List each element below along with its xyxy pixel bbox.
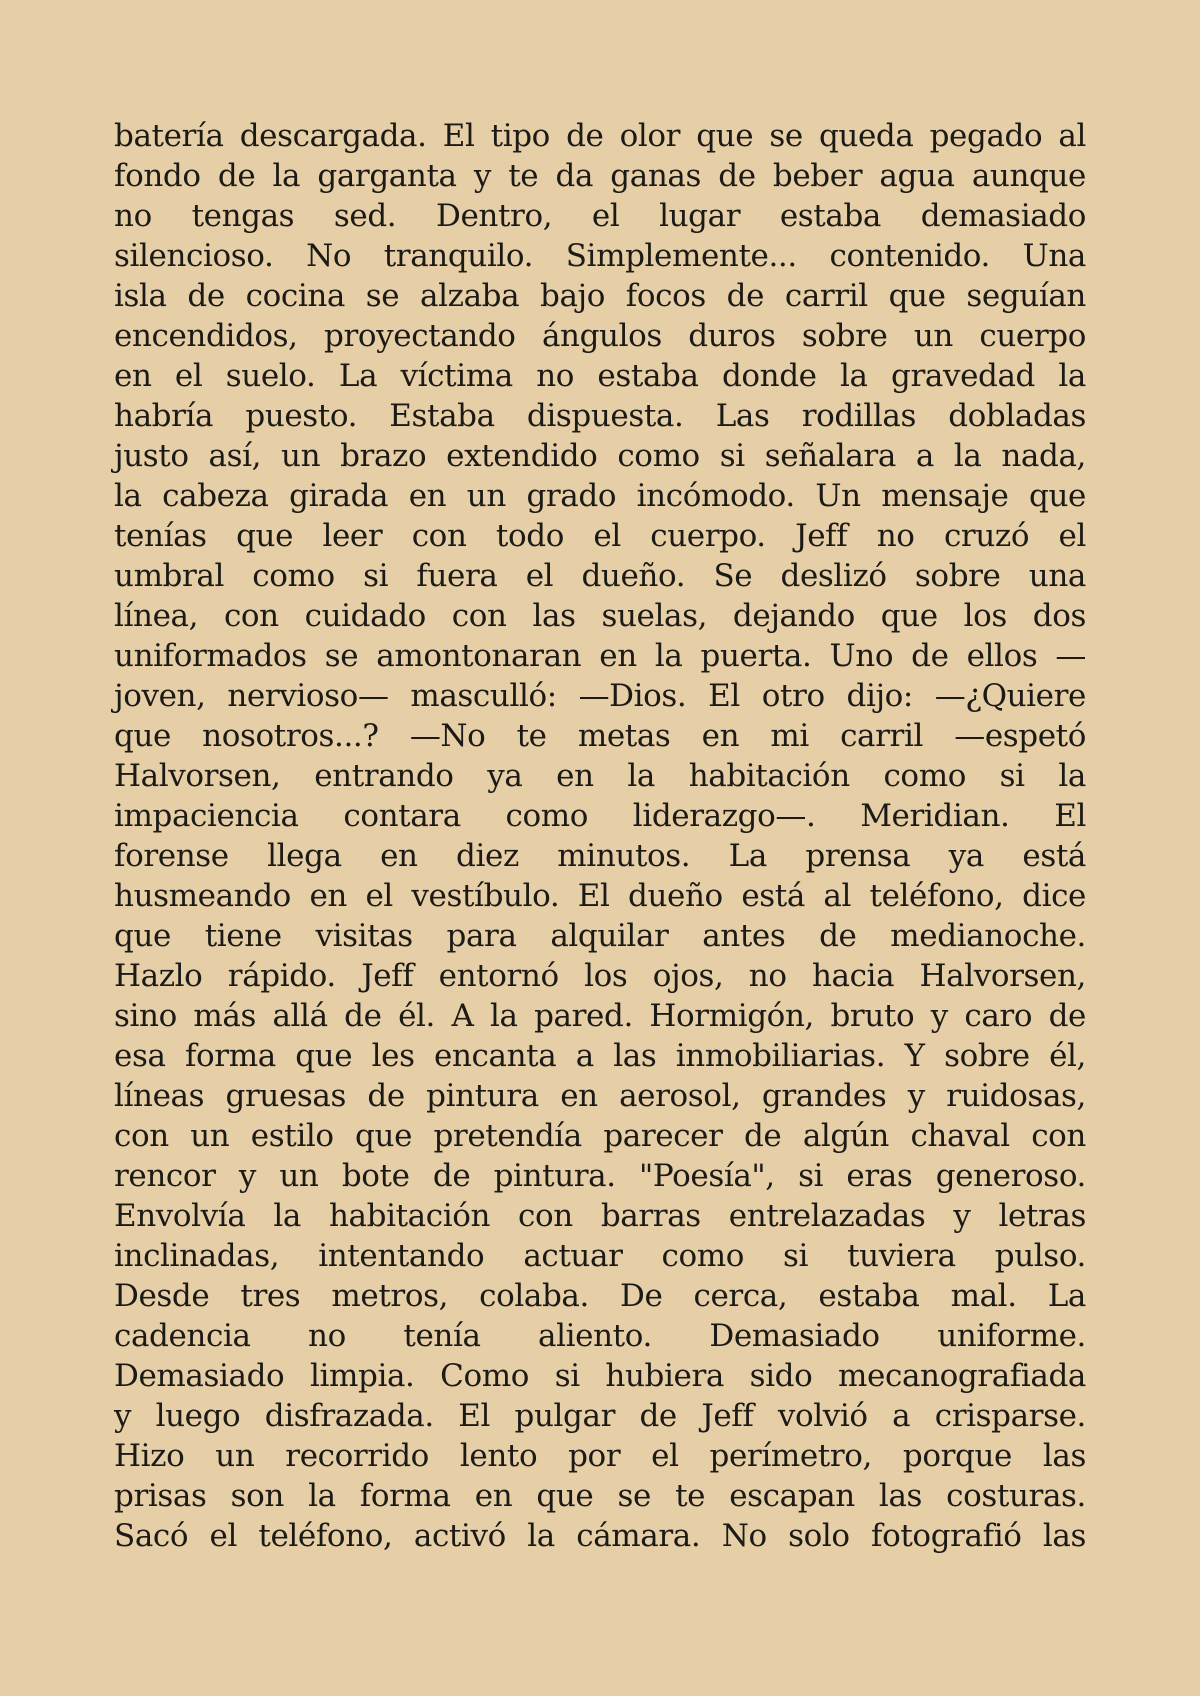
text-line: impaciencia contara como liderazgo—. Meridian. El xyxy=(114,798,1086,834)
text-line: Hazlo rápido. Jeff entornó los ojos, no hacia Halvorsen, xyxy=(114,958,1086,994)
text-line: Envolvía la habitación con barras entrelazadas y letras xyxy=(114,1198,1086,1234)
text-line: y luego disfrazada. El pulgar de Jeff volvió a crisparse. xyxy=(114,1398,1086,1434)
text-line: que tiene visitas para alquilar antes de medianoche. xyxy=(114,918,1086,954)
text-line: umbral como si fuera el dueño. Se deslizó sobre una xyxy=(114,558,1086,594)
text-line: que nosotros...? —No te metas en mi carril —espetó xyxy=(114,718,1086,754)
text-line: fondo de la garganta y te da ganas de beber agua aunque xyxy=(114,158,1086,194)
text-line: la cabeza girada en un grado incómodo. Un mensaje que xyxy=(114,478,1086,514)
text-line: con un estilo que pretendía parecer de algún chaval con xyxy=(114,1118,1086,1154)
text-line: Halvorsen, entrando ya en la habitación como si la xyxy=(114,758,1086,794)
text-line: no tengas sed. Dentro, el lugar estaba demasiado xyxy=(114,198,1086,234)
text-line: isla de cocina se alzaba bajo focos de carril que seguían xyxy=(114,278,1086,314)
text-line: sino más allá de él. A la pared. Hormigón, bruto y caro de xyxy=(114,998,1086,1034)
text-line: joven, nervioso— masculló: —Dios. El otro dijo: —¿Quiere xyxy=(114,678,1086,714)
text-line: forense llega en diez minutos. La prensa ya está xyxy=(114,838,1086,874)
text-line: Demasiado limpia. Como si hubiera sido mecanografiada xyxy=(114,1358,1086,1394)
text-line: Desde tres metros, colaba. De cerca, estaba mal. La xyxy=(114,1278,1086,1314)
text-line: husmeando en el vestíbulo. El dueño está al teléfono, dice xyxy=(114,878,1086,914)
text-line: cadencia no tenía aliento. Demasiado uniforme. xyxy=(114,1318,1086,1354)
text-line: habría puesto. Estaba dispuesta. Las rodillas dobladas xyxy=(114,398,1086,434)
text-line: esa forma que les encanta a las inmobiliarias. Y sobre él, xyxy=(114,1038,1086,1074)
text-line: prisas son la forma en que se te escapan las costuras. xyxy=(114,1478,1086,1514)
text-line: en el suelo. La víctima no estaba donde la gravedad la xyxy=(114,358,1086,394)
text-line: encendidos, proyectando ángulos duros sobre un cuerpo xyxy=(114,318,1086,354)
text-line: rencor y un bote de pintura. "Poesía", si eras generoso. xyxy=(114,1158,1086,1194)
text-line: tenías que leer con todo el cuerpo. Jeff no cruzó el xyxy=(114,518,1086,554)
book-page-text xyxy=(114,116,1086,1556)
text-line: línea, con cuidado con las suelas, dejando que los dos xyxy=(114,598,1086,634)
text-line: silencioso. No tranquilo. Simplemente... contenido. Una xyxy=(114,238,1086,274)
text-line: justo así, un brazo extendido como si señalara a la nada, xyxy=(114,438,1086,474)
text-line: Sacó el teléfono, activó la cámara. No solo fotografió las xyxy=(114,1518,1086,1554)
text-line: líneas gruesas de pintura en aerosol, grandes y ruidosas, xyxy=(114,1078,1086,1114)
text-line: inclinadas, intentando actuar como si tuviera pulso. xyxy=(114,1238,1086,1274)
text-line: uniformados se amontonaran en la puerta. Uno de ellos — xyxy=(114,638,1086,674)
text-line: Hizo un recorrido lento por el perímetro, porque las xyxy=(114,1438,1086,1474)
text-line: batería descargada. El tipo de olor que se queda pegado al xyxy=(114,118,1086,154)
